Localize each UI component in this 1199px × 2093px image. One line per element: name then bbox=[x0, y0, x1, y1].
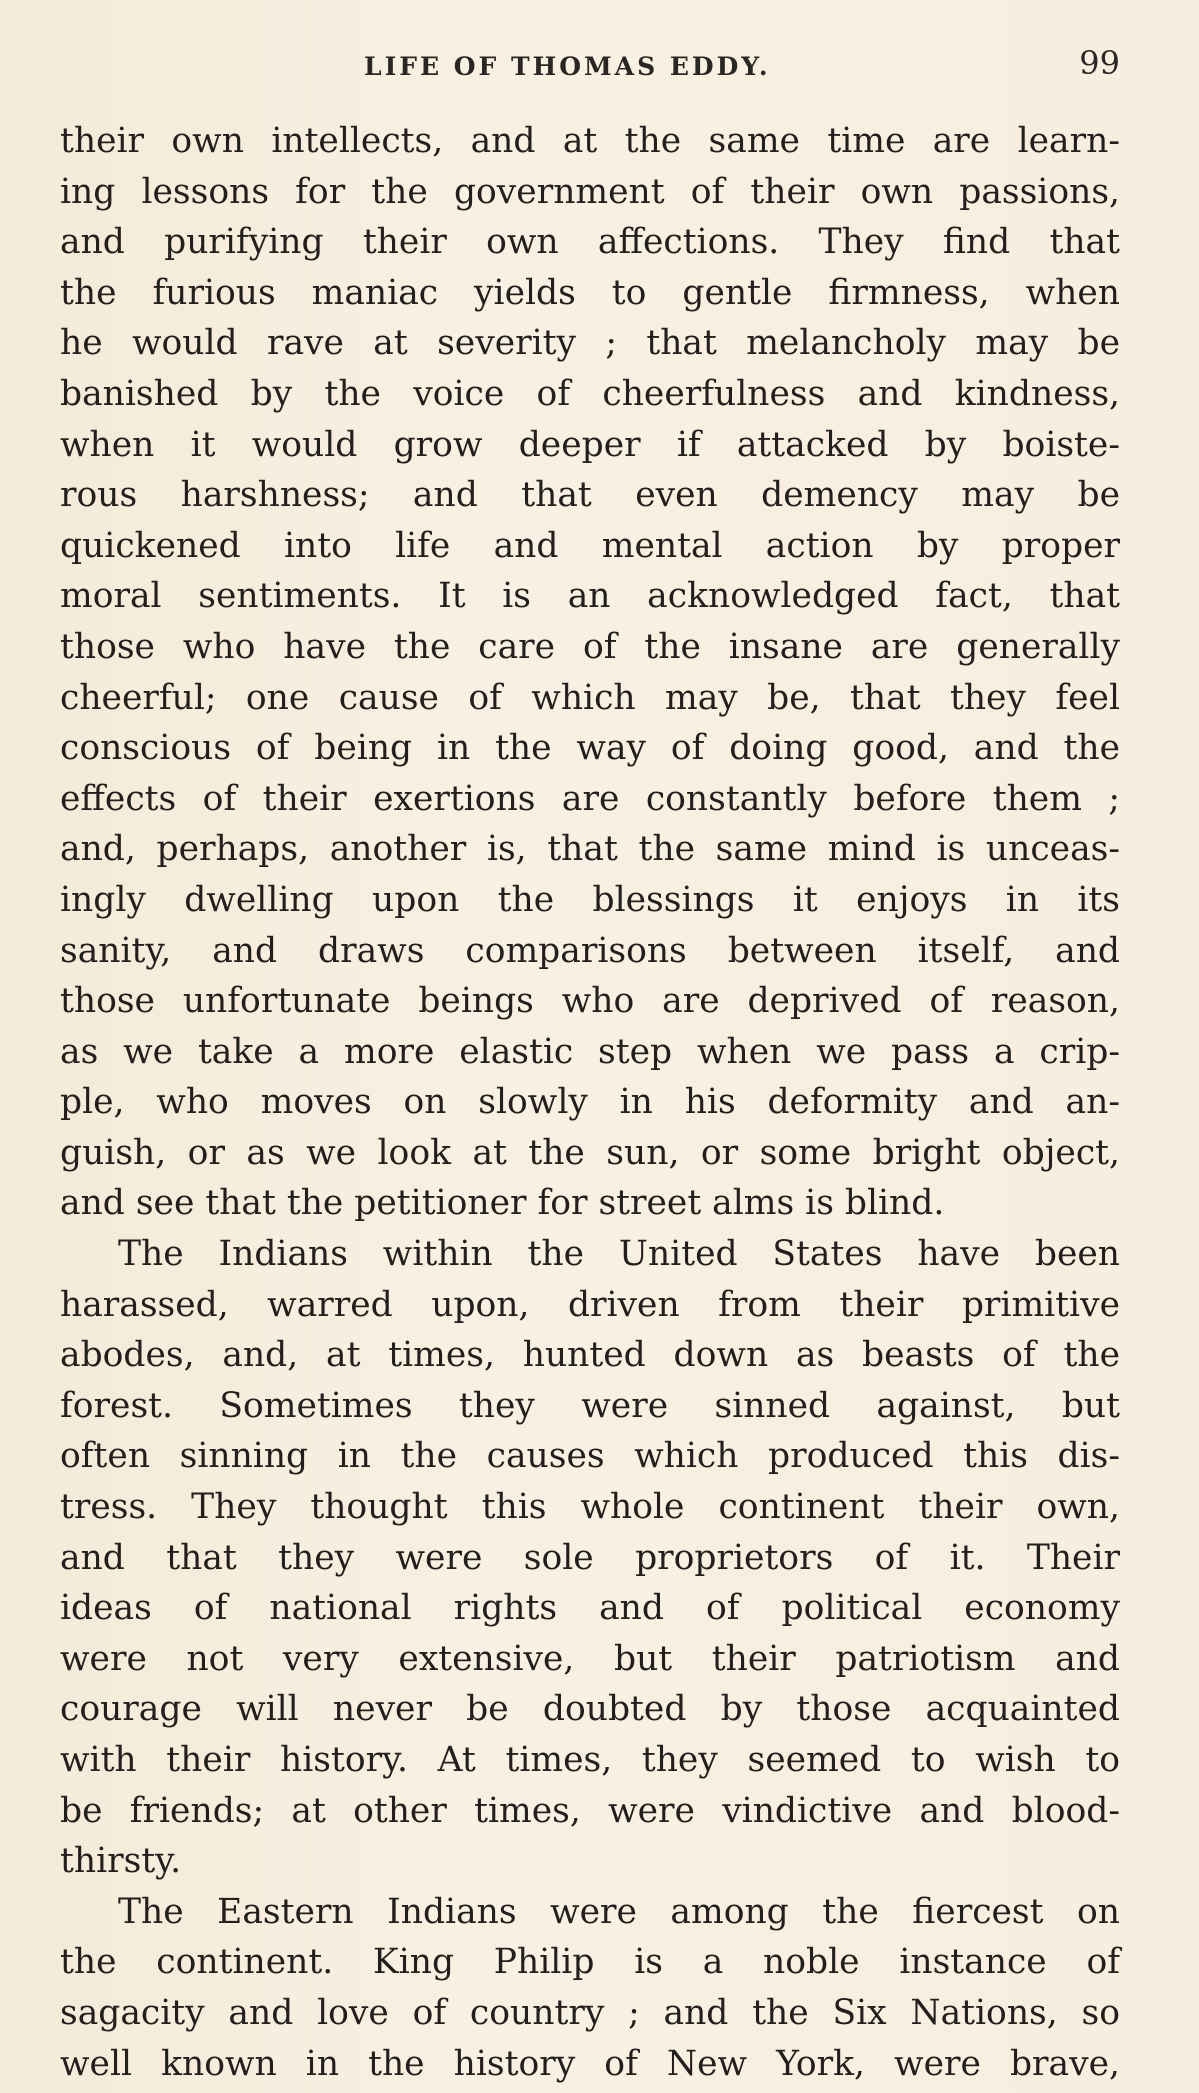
text-line: The Eastern Indians were among the fiercest on bbox=[118, 1891, 1120, 1932]
text-line: effects of their exertions are constantly before them ; bbox=[60, 778, 1120, 819]
text-line: often sinning in the causes which produced this dis- bbox=[60, 1436, 1120, 1477]
text-line: ingly dwelling upon the blessings it enjoys in its bbox=[60, 879, 1120, 920]
text-line: with their history. At times, they seemed to wish to bbox=[60, 1740, 1120, 1780]
text-line: conscious of being in the way of doing good, and the bbox=[60, 728, 1120, 769]
text-line: sanity, and draws comparisons between itself, and bbox=[60, 930, 1120, 971]
text-line: as we take a more elastic step when we pass a crip- bbox=[60, 1031, 1120, 1072]
text-line: ple, who moves on slowly in his deformity and an- bbox=[60, 1082, 1120, 1123]
text-line: and see that the petitioner for street alms is blind. bbox=[60, 1183, 945, 1224]
text-line: The Indians within the United States have been bbox=[118, 1234, 1120, 1275]
text-line: guish, or as we look at the sun, or some bright object, bbox=[60, 1132, 1120, 1173]
text-line: and purifying their own affections. They find that bbox=[60, 222, 1120, 263]
text-line: ing lessons for the government of their own passions, bbox=[60, 171, 1120, 212]
text-line: the furious maniac yields to gentle firmness, when bbox=[60, 272, 1120, 313]
text-line: thirsty. bbox=[60, 1841, 182, 1882]
text-line: harassed, warred upon, driven from their primitive bbox=[60, 1284, 1120, 1325]
text-line: when it would grow deeper if attacked by boiste- bbox=[60, 424, 1120, 465]
text-line: moral sentiments. It is an acknowledged fact, that bbox=[60, 576, 1120, 617]
text-line: well known in the history of New York, were brave, bbox=[60, 2043, 1120, 2084]
text-line: ideas of national rights and of political economy bbox=[60, 1588, 1120, 1629]
page-header bbox=[60, 44, 1120, 94]
text-line: be friends; at other times, were vindictive and blood- bbox=[60, 1790, 1120, 1831]
body-text bbox=[60, 116, 1120, 2089]
text-line: cheerful; one cause of which may be, that they feel bbox=[60, 677, 1120, 718]
text-line: banished by the voice of cheerfulness and kindness, bbox=[60, 373, 1120, 414]
text-line: rous harshness; and that even demency may be bbox=[60, 475, 1120, 516]
text-line: he would rave at severity ; that melancholy may be bbox=[60, 323, 1120, 364]
text-line: quickened into life and mental action by proper bbox=[60, 525, 1120, 566]
text-line: the continent. King Philip is a noble instance of bbox=[60, 1942, 1120, 1983]
text-line: those who have the care of the insane are generally bbox=[60, 626, 1120, 667]
text-line: were not very extensive, but their patriotism and bbox=[60, 1638, 1120, 1679]
text-line: and, perhaps, another is, that the same mind is unceas- bbox=[60, 829, 1120, 870]
running-title: LIFE OF THOMAS EDDY. bbox=[364, 52, 771, 81]
text-line: courage will never be doubted by those acquainted bbox=[60, 1689, 1120, 1730]
text-line: their own intellects, and at the same time are learn- bbox=[60, 121, 1120, 161]
text-line: sagacity and love of country ; and the Six Nations, so bbox=[60, 1992, 1120, 2033]
text-line: forest. Sometimes they were sinned against, but bbox=[60, 1385, 1120, 1426]
text-line: those unfortunate beings who are deprived of reason, bbox=[60, 981, 1120, 1022]
page-number: 99 bbox=[1079, 44, 1120, 82]
text-line: and that they were sole proprietors of it. Their bbox=[60, 1537, 1120, 1578]
text-line: abodes, and, at times, hunted down as beasts of the bbox=[60, 1335, 1120, 1376]
text-line: tress. They thought this whole continent their own, bbox=[60, 1487, 1120, 1528]
